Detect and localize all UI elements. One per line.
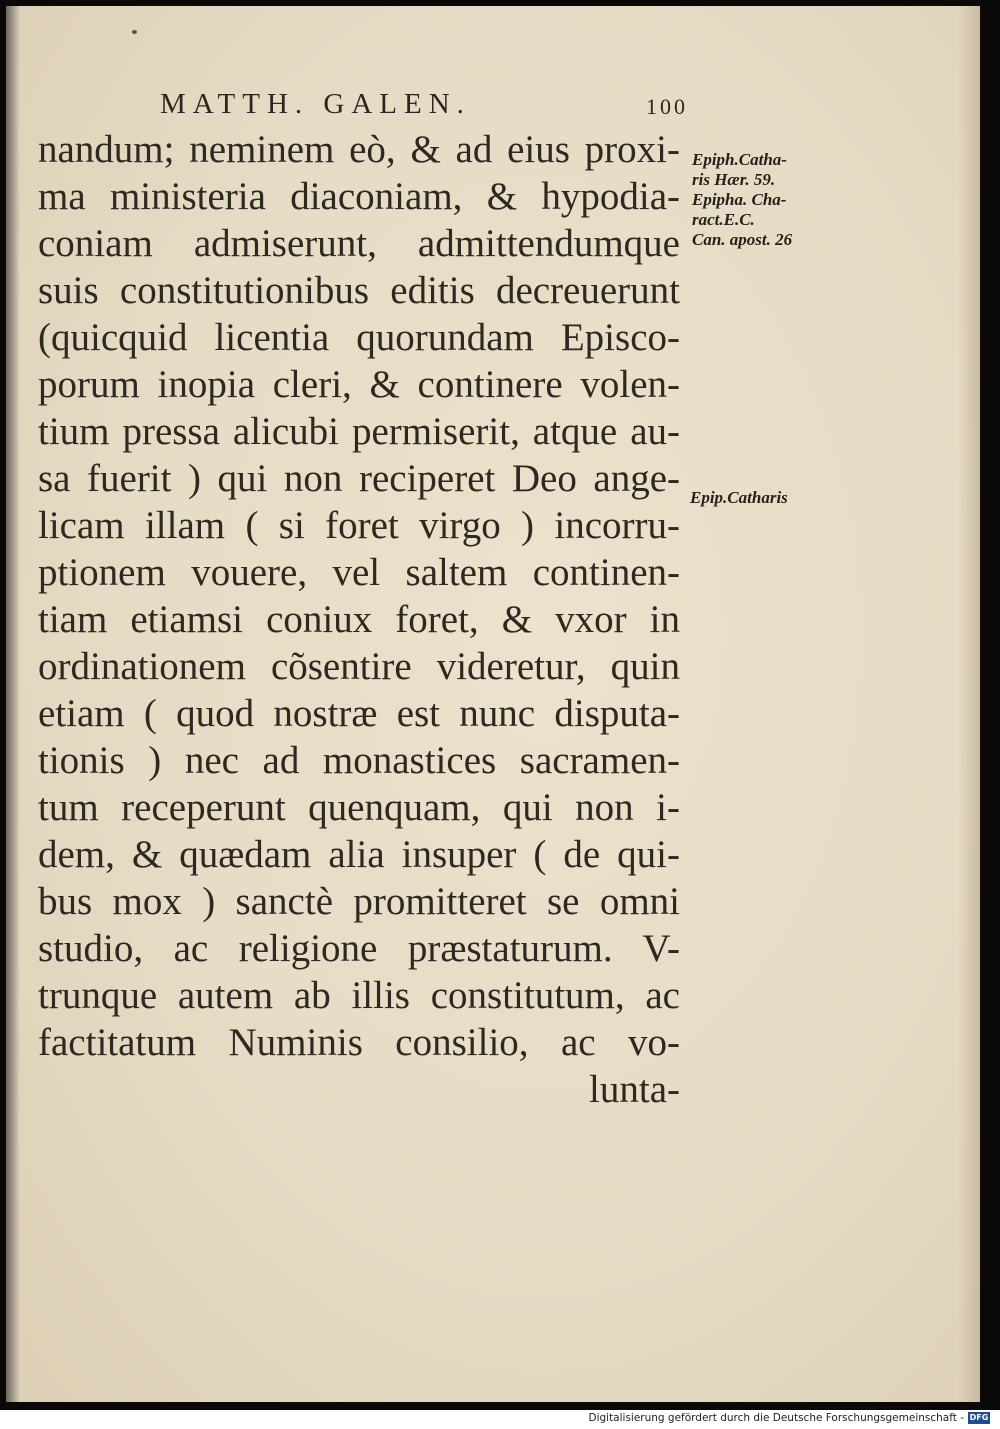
text-line: licam illam ( si foret virgo ) incorru-: [38, 504, 680, 547]
main-text-block: [38, 126, 680, 1113]
text-line: tiam etiamsi coniux foret, & vxor in: [38, 598, 680, 641]
margin-note-line: Epip.Catharis: [690, 488, 788, 507]
text-line: tium pressa alicubi permiserit, atque au-: [38, 410, 680, 453]
margin-note-line: ris Hær. 59.: [692, 170, 776, 189]
text-line: tum receperunt quenquam, qui non i-: [38, 786, 680, 829]
dfg-logo: DFG: [969, 1413, 989, 1422]
text-line: (quicquid licentia quorundam Episco-: [38, 316, 680, 359]
text-line: dem, & quædam alia insuper ( de qui-: [38, 833, 680, 876]
page-number: 100: [646, 94, 688, 119]
text-line: ma ministeria diaconiam, & hypodia-: [38, 175, 680, 218]
text-line: trunque autem ab illis constitutum, ac: [38, 974, 680, 1017]
text-line: suis constitutionibus editis decreuerunt: [38, 269, 680, 312]
margin-note-line: Epipha. Cha-: [692, 190, 787, 209]
text-line: factitatum Numinis consilio, ac vo-: [38, 1021, 680, 1064]
running-head: MATTH. GALEN.: [160, 88, 471, 120]
text-line: coniam admiserunt, admittendumque: [38, 222, 680, 265]
margin-note-epiphanius-catharis: [690, 488, 830, 508]
text-line: ordinationem cõsentire videretur, quin: [38, 645, 680, 688]
margin-note-line: Epiph.Catha-: [692, 150, 787, 169]
text-line: porum inopia cleri, & continere volen-: [38, 363, 680, 406]
text-line: tionis ) nec ad monastices sacramen-: [38, 739, 680, 782]
page-gutter-shadow: [6, 6, 20, 1402]
text-line: bus mox ) sanctè promitteret se omni: [38, 880, 680, 923]
text-line: sa fuerit ) qui non reciperet Deo ange-: [38, 457, 680, 500]
text-line: etiam ( quod nostræ est nunc disputa-: [38, 692, 680, 735]
margin-note-epiphanius-references: [690, 150, 820, 250]
margin-note-line: ract.E.C.: [692, 210, 755, 229]
text-line: ptionem vouere, vel saltem continen-: [38, 551, 680, 594]
digitization-credit: Digitalisierung gefördert durch die Deutsche Forschungsgemeinschaft -: [588, 1412, 964, 1424]
page-edge-right: [958, 6, 980, 1402]
text-line: studio, ac religione præstaturum. V-: [38, 927, 680, 970]
catchword: lunta-: [589, 1068, 680, 1111]
text-line: nandum; neminem eò, & ad eius proxi-: [38, 128, 680, 171]
margin-note-line: Can. apost. 26: [692, 230, 793, 249]
ink-speck: [132, 30, 137, 34]
